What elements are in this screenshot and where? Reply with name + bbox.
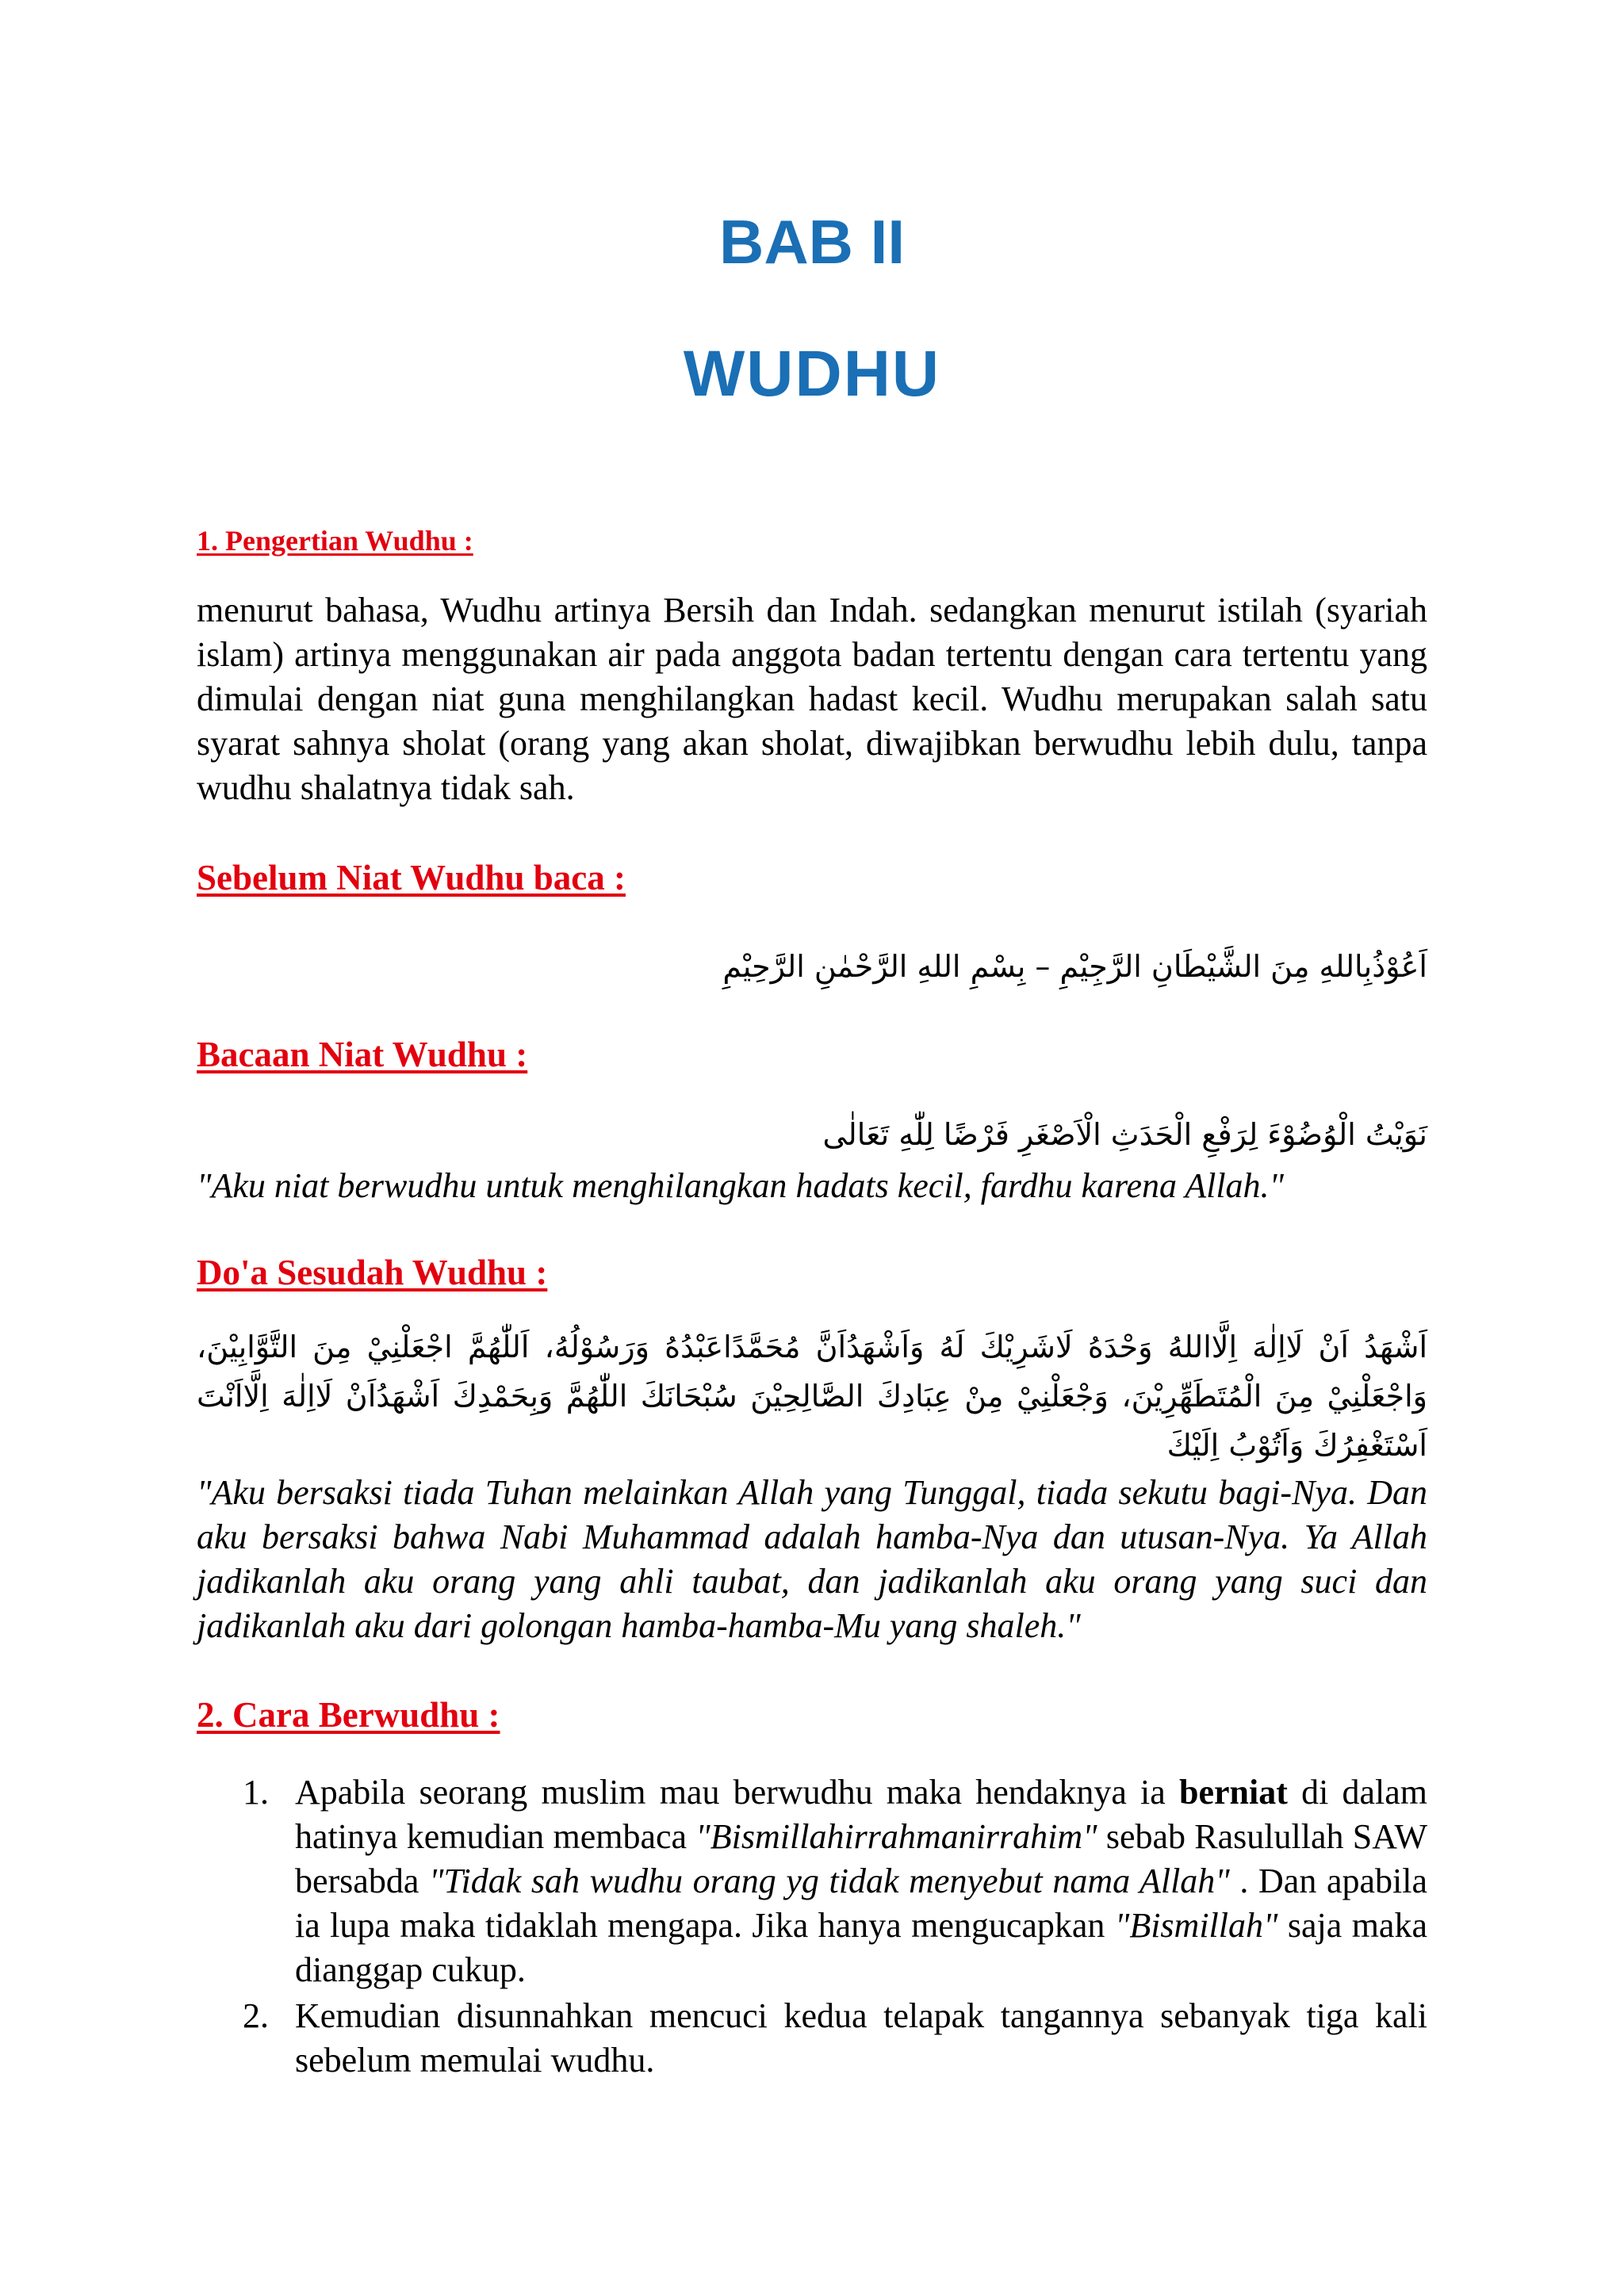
arabic-doa-sesudah-wudhu: اَشْهَدُ اَنْ لَااِلٰهَ اِلَّااللهُ وَحْدَهُ لَاشَرِيْكَ لَهُ وَاَشْهَدُاَنَّ مُحَمَّدًاعَبْدُهُ وَرَسُوْلُهُ، اَللّٰهُمَّ اجْعَلْنِيْ مِنَ التَّوَّابِيْنَ، وَاجْعَلْنِيْ مِنَ الْمُتَطَهِّرِيْنَ، وَجْعَلْنِيْ مِنْ عِبَادِكَ الصَّالِحِيْنَ سُبْحَانَكَ اللّٰهُمَّ وَبِحَمْدِكَ اَشْهَدُاَنْ لَااِلٰهَ اِلَّااَنْتَ اَسْتَغْفِرُكَ وَاَتُوْبُ اِلَيْكَ bbox=[197, 1330, 1427, 1463]
translation-niat: "Aku niat berwudhu untuk menghilangkan hadats kecil, fardhu karena Allah." bbox=[197, 1166, 1285, 1205]
step-text: sebab Rasulullah SAW bersabda bbox=[295, 1817, 1427, 1900]
steps-list bbox=[197, 1770, 1427, 2084]
list-item bbox=[197, 1770, 1427, 1992]
heading-cara-berwudhu: 2. Cara Berwudhu : bbox=[197, 1695, 500, 1735]
step-text: Kemudian disunnahkan mencuci kedua telapak tangannya sebanyak tiga kali sebelum memulai wudhu. bbox=[295, 1996, 1427, 2080]
step-quote: "Bismillah" bbox=[1114, 1906, 1278, 1945]
list-number: 1. bbox=[243, 1773, 269, 1812]
heading-bacaan-niat: Bacaan Niat Wudhu : bbox=[197, 1035, 528, 1074]
chapter-number: BAB II bbox=[719, 207, 905, 277]
arabic-taawudz-basmalah: اَعُوْذُبِاللهِ مِنَ الشَّيْطَانِ الرَّجِيْمِ – بِسْمِ اللهِ الرَّحْمٰنِ الرَّحِيْمِ bbox=[722, 949, 1427, 984]
arabic-niat-wudhu: نَوَيْتُ الْوُضُوْءَ لِرَفْعِ الْحَدَثِ الْاَصْغَرِ فَرْضًا لِلّٰهِ تَعَالٰى bbox=[822, 1117, 1427, 1152]
section-heading-pengertian: 1. Pengertian Wudhu : bbox=[197, 525, 473, 557]
step-text: . Dan apabila ia lupa maka tidaklah mengapa. Jika hanya mengucapkan bbox=[295, 1862, 1428, 1945]
step-text: saja maka dianggap cukup. bbox=[295, 1906, 1427, 1989]
step-quote: "Bismillahirrahmanirrahim" bbox=[695, 1817, 1097, 1856]
chapter-title: WUDHU bbox=[683, 338, 941, 410]
step-text: Apabila seorang muslim mau berwudhu maka hendaknya ia bbox=[295, 1773, 1179, 1812]
heading-doa-sesudah: Do'a Sesudah Wudhu : bbox=[197, 1253, 548, 1292]
step-bold: berniat bbox=[1179, 1773, 1288, 1812]
translation-doa: "Aku bersaksi tiada Tuhan melainkan Allah yang Tunggal, tiada sekutu bagi-Nya. Dan aku bersaksi bahwa Nabi Muhammad adalah hamba-Nya dan utusan-Nya. Ya Allah jadikanlah aku orang yang ahli taubat, dan jadikanlah aku orang yang suci dan jadikanlah aku dari golongan hamba-hamba-Mu yang shaleh." bbox=[197, 1473, 1427, 1645]
definition-paragraph: menurut bahasa, Wudhu artinya Bersih dan Indah. sedangkan menurut istilah (syariah islam) artinya menggunakan air pada anggota badan tertentu dengan cara tertentu yang dimulai dengan niat guna menghilangkan hadast kecil. Wudhu merupakan salah satu syarat sahnya sholat (orang yang akan sholat, diwajibkan berwudhu lebih dulu, tanpa wudhu shalatnya tidak sah. bbox=[197, 591, 1427, 807]
list-item bbox=[197, 1994, 1427, 2083]
step-quote: "Tidak sah wudhu orang yg tidak menyebut nama Allah" bbox=[429, 1862, 1230, 1900]
heading-sebelum-niat: Sebelum Niat Wudhu baca : bbox=[197, 858, 626, 897]
step-text: di dalam hatinya kemudian membaca bbox=[295, 1773, 1428, 1856]
list-number: 2. bbox=[243, 1996, 269, 2035]
